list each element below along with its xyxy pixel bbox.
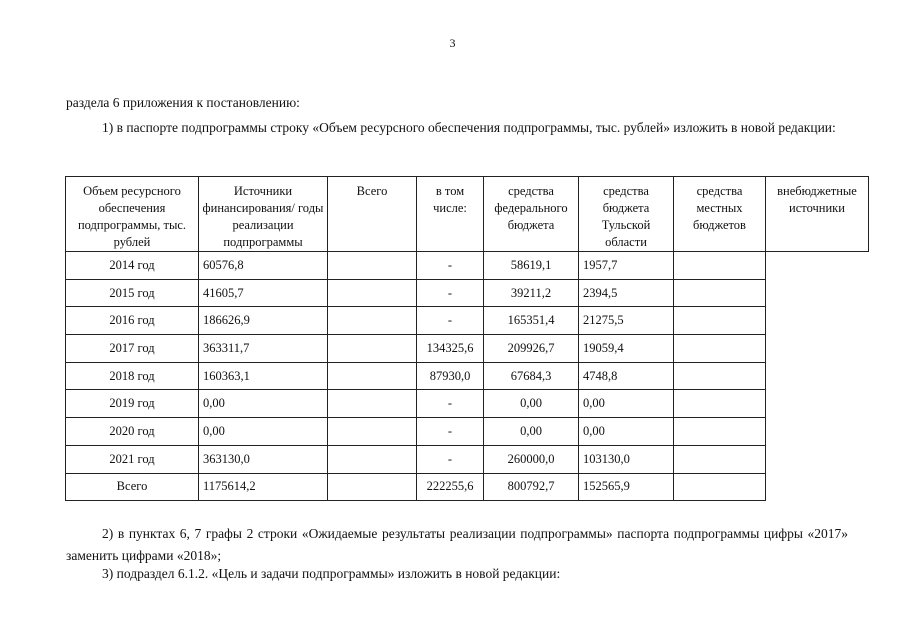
paragraph-3: 3) подраздел 6.1.2. «Цель и задачи подпрограммы» изложить в новой редакции: bbox=[102, 566, 561, 581]
regional-cell: 800792,7 bbox=[484, 473, 579, 501]
table-row bbox=[66, 445, 869, 473]
including-cell bbox=[328, 279, 417, 307]
table-row bbox=[66, 418, 869, 446]
table-row bbox=[66, 362, 869, 390]
extra-cell bbox=[674, 307, 766, 335]
federal-cell: - bbox=[417, 390, 484, 418]
year-cell: 2014 год bbox=[66, 252, 199, 280]
regional-cell: 209926,7 bbox=[484, 335, 579, 363]
federal-cell: - bbox=[417, 418, 484, 446]
table-header-row bbox=[66, 177, 869, 252]
page-number: 3 bbox=[449, 36, 456, 50]
including-cell bbox=[328, 362, 417, 390]
intro-line: раздела 6 приложения к постановлению: bbox=[66, 95, 300, 110]
federal-cell: 222255,6 bbox=[417, 473, 484, 501]
year-cell: 2021 год bbox=[66, 445, 199, 473]
total-cell: 41605,7 bbox=[199, 279, 328, 307]
table-total-row bbox=[66, 473, 869, 501]
including-cell bbox=[328, 335, 417, 363]
table-row bbox=[66, 252, 869, 280]
including-cell bbox=[328, 307, 417, 335]
total-cell: 1175614,2 bbox=[199, 473, 328, 501]
regional-cell: 165351,4 bbox=[484, 307, 579, 335]
local-cell: 0,00 bbox=[579, 418, 674, 446]
local-cell: 0,00 bbox=[579, 390, 674, 418]
year-cell: 2019 год bbox=[66, 390, 199, 418]
table-row bbox=[66, 390, 869, 418]
table-row bbox=[66, 279, 869, 307]
total-cell: 363130,0 bbox=[199, 445, 328, 473]
total-cell: 0,00 bbox=[199, 390, 328, 418]
header-extrabudgetary: внебюджетные источники bbox=[766, 177, 869, 252]
extra-cell bbox=[674, 335, 766, 363]
extra-cell bbox=[674, 390, 766, 418]
table-row bbox=[66, 307, 869, 335]
header-local: средства местных бюджетов bbox=[674, 177, 766, 252]
federal-cell: 87930,0 bbox=[417, 362, 484, 390]
extra-cell bbox=[674, 362, 766, 390]
including-cell bbox=[328, 473, 417, 501]
regional-cell: 260000,0 bbox=[484, 445, 579, 473]
local-cell: 1957,7 bbox=[579, 252, 674, 280]
federal-cell: - bbox=[417, 252, 484, 280]
total-cell: 60576,8 bbox=[199, 252, 328, 280]
year-cell: 2016 год bbox=[66, 307, 199, 335]
total-cell: 363311,7 bbox=[199, 335, 328, 363]
local-cell: 103130,0 bbox=[579, 445, 674, 473]
year-cell: 2017 год bbox=[66, 335, 199, 363]
header-sources: Источники финансирования/ годы реализации подпрограммы bbox=[199, 177, 328, 252]
regional-cell: 67684,3 bbox=[484, 362, 579, 390]
funding-table bbox=[65, 176, 869, 501]
local-cell: 21275,5 bbox=[579, 307, 674, 335]
local-cell: 4748,8 bbox=[579, 362, 674, 390]
header-including: в том числе: bbox=[417, 177, 484, 252]
extra-cell bbox=[674, 445, 766, 473]
local-cell: 19059,4 bbox=[579, 335, 674, 363]
local-cell: 152565,9 bbox=[579, 473, 674, 501]
local-cell: 2394,5 bbox=[579, 279, 674, 307]
table-row bbox=[66, 335, 869, 363]
including-cell bbox=[328, 252, 417, 280]
regional-cell: 0,00 bbox=[484, 418, 579, 446]
federal-cell: - bbox=[417, 445, 484, 473]
paragraph-2: 2) в пунктах 6, 7 графы 2 строки «Ожидаемые результаты реализации подпрограммы» паспорта подпрограммы цифры «2017» заменить цифрами «2018»; bbox=[66, 526, 848, 563]
regional-cell: 0,00 bbox=[484, 390, 579, 418]
year-cell: 2015 год bbox=[66, 279, 199, 307]
including-cell bbox=[328, 418, 417, 446]
total-cell: 160363,1 bbox=[199, 362, 328, 390]
federal-cell: - bbox=[417, 307, 484, 335]
intro-paragraph: 1) в паспорте подпрограммы строку «Объем ресурсного обеспечения подпрограммы, тыс. рублей» изложить в новой редакции: bbox=[102, 120, 836, 135]
header-regional: средства бюджета Тульской области bbox=[579, 177, 674, 252]
resource-label-cell: Объем ресурсного обеспечения подпрограммы, тыс. рублей bbox=[66, 177, 199, 252]
including-cell bbox=[328, 390, 417, 418]
header-total: Всего bbox=[328, 177, 417, 252]
regional-cell: 39211,2 bbox=[484, 279, 579, 307]
header-federal: средства федерального бюджета bbox=[484, 177, 579, 252]
federal-cell: 134325,6 bbox=[417, 335, 484, 363]
extra-cell bbox=[674, 473, 766, 501]
year-cell: 2018 год bbox=[66, 362, 199, 390]
total-cell: 0,00 bbox=[199, 418, 328, 446]
extra-cell bbox=[674, 279, 766, 307]
regional-cell: 58619,1 bbox=[484, 252, 579, 280]
including-cell bbox=[328, 445, 417, 473]
year-cell: 2020 год bbox=[66, 418, 199, 446]
extra-cell bbox=[674, 418, 766, 446]
total-cell: 186626,9 bbox=[199, 307, 328, 335]
year-cell: Всего bbox=[66, 473, 199, 501]
federal-cell: - bbox=[417, 279, 484, 307]
extra-cell bbox=[674, 252, 766, 280]
